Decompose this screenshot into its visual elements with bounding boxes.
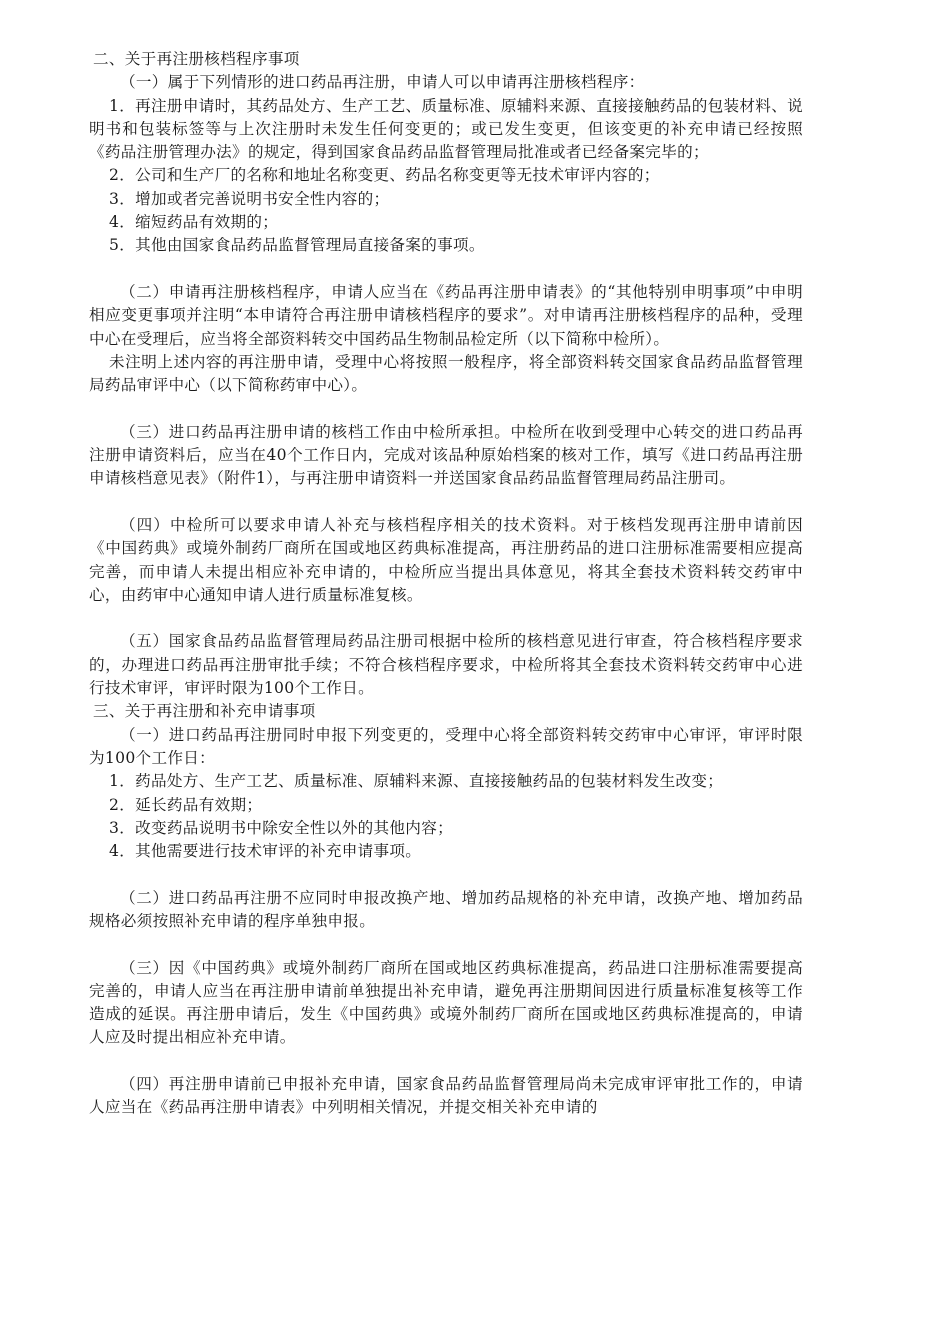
document-body [89,48,803,1120]
paragraph-2-3: （三）进口药品再注册申请的核档工作由中检所承担。中检所在收到受理中心转交的进口药品再注册申请资料后，应当在40个工作日内，完成对该品种原始档案的核对工作，填写《进口药品再注册申请核档意见表》（附件1），与再注册申请资料一并送国家食品药品监督管理局药品注册司。 [89,422,803,488]
paragraph-2-5: （五）国家食品药品监督管理局药品注册司根据中检所的核档意见进行审查，符合核档程序要求的，办理进口药品再注册审批手续；不符合核档程序要求，中检所将其全套技术资料转交药审中心进行技术审评，审评时限为100个工作日。 [89,632,803,698]
paragraph-2-2b: 未注明上述内容的再注册申请，受理中心将按照一般程序，将全部资料转交国家食品药品监督管理局药品审评中心（以下简称药审中心）。 [89,352,803,395]
paragraph-spacer [89,1050,803,1073]
list-item: 2．延长药品有效期； [109,795,263,814]
list-item: 3．改变药品说明书中除安全性以外的其他内容； [109,818,453,837]
paragraph-spacer [89,607,803,630]
paragraph-3-3: （三）因《中国药典》或境外制药厂商所在国或地区药典标准提高，药品进口注册标准需要提高完善的，申请人应当在再注册申请前单独提出补充申请，避免再注册期间因进行质量标准复核等工作造成的延误。再注册申请后，发生《中国药典》或境外制药厂商所在国或地区药典标准提高的，申请人应及时提出相应补充申请。 [89,958,803,1047]
paragraph-spacer [89,258,803,281]
list-item: 2．公司和生产厂的名称和地址名称变更、药品名称变更等无技术审评内容的； [109,166,660,185]
paragraph-3-4: （四）再注册申请前已申报补充申请，国家食品药品监督管理局尚未完成审评审批工作的，申请人应当在《药品再注册申请表》中列明相关情况，并提交相关补充申请的 [89,1075,803,1117]
paragraph-2-1: （一）属于下列情形的进口药品再注册，申请人可以申请再注册核档程序： [120,73,645,92]
list-item: 3．增加或者完善说明书安全性内容的； [109,189,390,208]
paragraph-spacer [89,491,803,514]
list-item: 1．药品处方、生产工艺、质量标准、原辅料来源、直接接触药品的包装材料发生改变； [109,772,724,791]
list-item: 4．缩短药品有效期的； [109,213,279,232]
paragraph-spacer [89,863,803,886]
paragraph-3-2: （二）进口药品再注册不应同时申报改换产地、增加药品规格的补充申请，改换产地、增加药品规格必须按照补充申请的程序单独申报。 [89,888,803,930]
list-item: 5．其他由国家食品药品监督管理局直接备案的事项。 [109,236,485,255]
list-item: 4．其他需要进行技术审评的补充申请事项。 [109,842,422,861]
paragraph-spacer [89,933,803,956]
paragraph-3-1: （一）进口药品再注册同时申报下列变更的，受理中心将全部资料转交药审中心审评，审评时限为100个工作日： [89,725,803,767]
paragraph-spacer [89,397,803,420]
paragraph-2-4: （四）中检所可以要求申请人补充与核档程序相关的技术资料。对于核档发现再注册申请前因《中国药典》或境外制药厂商所在国或地区药典标准提高，再注册药品的进口注册标准需要相应提高完善，而申请人未提出相应补充申请的，中检所应当提出具体意见，将其全套技术资料转交药审中心，由药审中心通知申请人进行质量标准复核。 [89,515,803,604]
section-heading-3: 三、关于再注册和补充申请事项 [93,702,316,721]
paragraph-2-2: （二）申请再注册核档程序，申请人应当在《药品再注册申请表》的“其他特别申明事项”中申明相应变更事项并注明“本申请符合再注册申请核档程序的要求”。对申请再注册核档程序的品种，受理中心在受理后，应当将全部资料转交中国药品生物制品检定所（以下简称中检所）。 [89,282,803,348]
list-item: 1．再注册申请时，其药品处方、生产工艺、质量标准、原辅料来源、直接接触药品的包装材料、说明书和包装标签等与上次注册时未发生任何变更的；或已发生变更，但该变更的补充申请已经按照《药品注册管理办法》的规定，得到国家食品药品监督管理局批准或者已经备案完毕的； [89,96,803,162]
section-heading-2: 二、关于再注册核档程序事项 [93,50,300,68]
